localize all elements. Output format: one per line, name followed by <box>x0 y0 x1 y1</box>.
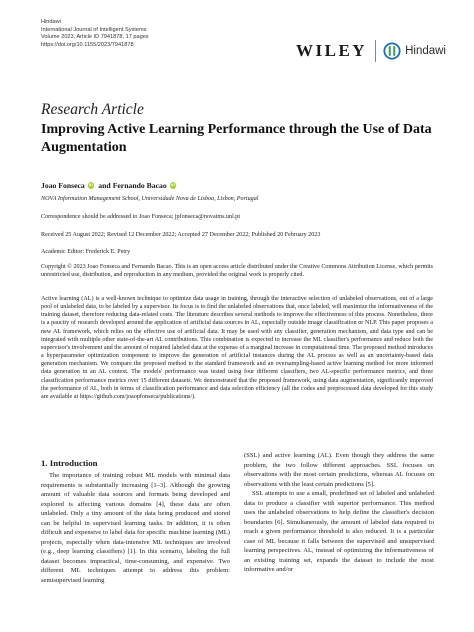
body-column-left <box>41 471 230 585</box>
paragraph: The importance of training robust ML models with minimal data requirements is substantially increasing [1–3]. Although the growing amount of valuable data sources and formats being developed and explored is affecting various domains [4], these data are often unlabeled. Only a tiny amount of the data being produced and stored can be helpful in supervised learning tasks. In addition, it is often difficult and expensive to label data for specific machine learning (ML) projects, especially when data-intensive ML techniques are involved (e.g., deep learning classifiers) [1]. In this scenario, labeling the full dataset becomes impractical, time-consuming, and expensive. Two different ML techniques attempt to address this problem: semisupervised learning <box>41 472 230 584</box>
journal-name: International Journal of Intelligent Systems <box>41 26 147 33</box>
article-type: Research Article <box>41 101 144 118</box>
orcid-icon[interactable]: iD <box>89 182 94 188</box>
section-heading: 1. Introduction <box>41 458 98 468</box>
orcid-icon[interactable]: iD <box>170 182 175 188</box>
doi-link[interactable]: https://doi.org/10.1155/2023/7941878 <box>41 42 134 49</box>
author-connector: and <box>98 181 111 190</box>
correspondence: Correspondence should be addressed to Joao Fonseca; jpfonseca@novaims.unl.pt <box>41 214 241 220</box>
author-name[interactable]: Joao Fonseca <box>41 181 85 190</box>
publisher-name: Hindawi <box>41 19 61 25</box>
volume-info: Volume 2023, Article ID 7941878, 17 pages <box>41 34 149 41</box>
abstract: Active learning (AL) is a well-known technique to optimize data usage in training, through the interactive selection of unlabeled observations, out of a large pool of unlabeled data, to be labeled by a supervisor. Its focus is to find the unlabeled observations that, once labeled, will maximize the informativeness of the training dataset, therefore reducing data-related costs. The literature describes several methods to improve the effectiveness of this process. Nonetheless, there is a paucity of research developed around the application of artificial data sources in AL, especially outside image classification or NLP. This paper proposes a new AL framework, which relies on the effective use of artificial data. It may be used with any classifier, generation mechanism, and data type and can be integrated with multiple other state-of-the-art AL contributions. This combination is expected to increase the ML classifier's performance and reduce both the supervisor's involvement and the amount of required labeled data at the expense of a marginal increase in computational time. The proposed method introduces a hyperparameter optimization component to improve the generation of artificial instances during the AL process as well as an uncertainty-based data generation mechanism. We compare the proposed method to the standard framework and an oversampling-based active learning method for more informed data generation in an AL context. The models' performance was tested using four different classifiers, two AL-specific performance metrics, and three classification performance metrics over 15 different datasets. We demonstrated that the proposed framework, using data augmentation, significantly improved the performance of AL, both in terms of classification performance and data selection efficiency (all the codes and preprocessed data developed for this study are available at https://github.com/joaopfonseca/publications/). <box>41 296 433 400</box>
body-column-right <box>244 451 434 575</box>
article-title: Improving Active Learning Performance through the Use of Data Augmentation <box>41 122 432 155</box>
hindawi-logo-text: Hindawi <box>405 45 446 57</box>
logo-divider <box>375 40 376 62</box>
publisher-logos <box>296 38 446 64</box>
paragraph: (SSL) and active learning (AL). Even though they address the same problem, the two follow different approaches. SSL focuses on observations with the most certain predictions, whereas AL focuses on observations with the least certain predictions [5]. <box>244 452 434 488</box>
publication-dates: Received 25 August 2022; Revised 12 December 2022; Accepted 27 December 2022; Published 20 February 2023 <box>41 232 321 238</box>
author-list <box>41 181 178 190</box>
author-name[interactable]: Fernando Bacao <box>112 181 167 190</box>
affiliation: NOVA Information Management School, Universidade Nova de Lisboa, Lisbon, Portugal <box>41 196 259 202</box>
paragraph: SSL attempts to use a small, predefined set of labeled and unlabeled data to produce a classifier with superior performance. This method uses the unlabeled observations to help define the classifier's decision boundaries [6]. Simultaneously, the amount of labeled data required to reach a given performance threshold is also reduced. It is a particular case of ML because it falls between the supervised and unsupervised learning perspectives. AL, instead of optimizing the informativeness of an existing training set, expands the dataset to include the most informative and/or <box>244 490 434 573</box>
hindawi-logo-icon <box>383 42 401 60</box>
copyright-notice: Copyright © 2023 Joao Fonseca and Fernando Bacao. This is an open access article distributed under the Creative Commons Attribution License, which permits unrestricted use, distribution, and reproduction in any medium, provided the original work is properly cited. <box>41 264 433 279</box>
journal-metadata <box>41 19 149 50</box>
academic-editor: Academic Editor: Frederick E. Petry <box>41 249 131 255</box>
wiley-logo: WILEY <box>296 41 368 60</box>
